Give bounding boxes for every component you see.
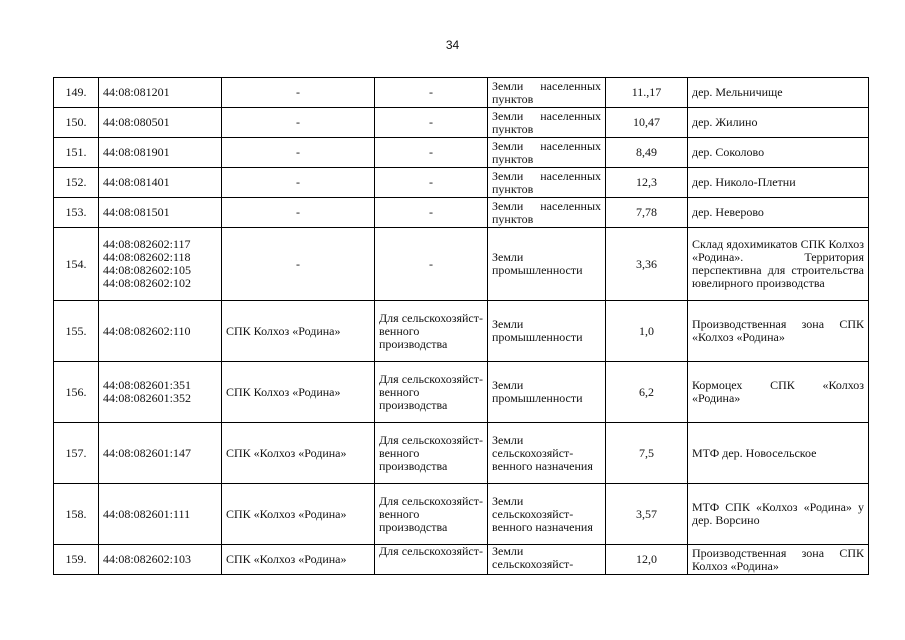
use-cell: - [375, 108, 488, 138]
cadastral-number: 44:08:082601:111 [103, 506, 191, 521]
owner-cell: - [222, 138, 375, 168]
use-cell: - [375, 228, 488, 301]
use-cell: Для сельскохозяйст-венного производства [375, 362, 488, 423]
use-cell: Для сельскохозяйст-венного производства [375, 301, 488, 362]
category-cell: Земли сельскохозяйст- [488, 545, 606, 575]
owner-cell: СПК «Колхоз «Родина» [222, 545, 375, 575]
area-cell: 11.,17 [606, 78, 688, 108]
use-cell: Для сельскохозяйст-венного производства [375, 423, 488, 484]
category-cell: Земли населенных пунктов [488, 138, 606, 168]
cadastral-cell [99, 301, 222, 362]
cadastral-cell [99, 484, 222, 545]
category-cell: Земли сельскохозяйст-венного назначения [488, 484, 606, 545]
note-cell: дер. Жилино [688, 108, 869, 138]
table-row [54, 198, 869, 228]
cadastral-number: 44:08:082601:351 [103, 378, 192, 392]
use-cell: Для сельскохозяйст-венного производства [375, 484, 488, 545]
cadastral-number: 44:08:081401 [103, 175, 170, 189]
cadastral-number: 44:08:081901 [103, 145, 170, 159]
note-cell: дер. Мельничище [688, 78, 869, 108]
page-number: 34 [445, 38, 460, 52]
table-row [54, 228, 869, 301]
owner-cell: СПК Колхоз «Родина» [222, 362, 375, 423]
row-number: 153. [54, 198, 99, 228]
area-cell: 7,78 [606, 198, 688, 228]
cadastral-number: 44:08:082601:147 [103, 445, 192, 460]
category-cell: Земли населенных пунктов [488, 198, 606, 228]
note-cell: Производственная зона СПК Колхоз «Родина» [688, 545, 869, 575]
area-cell: 6,2 [606, 362, 688, 423]
owner-cell: - [222, 108, 375, 138]
area-cell: 7,5 [606, 423, 688, 484]
use-cell: - [375, 168, 488, 198]
cadastral-number: 44:08:082602:118 [103, 250, 191, 264]
category-cell: Земли промышленности [488, 301, 606, 362]
row-number: 157. [54, 423, 99, 484]
category-cell: Земли промышленности [488, 228, 606, 301]
note-cell: Склад ядохимикатов СПК Колхоз «Родина». Территория перспективна для строительства ювелирного производства [688, 228, 869, 301]
cadastral-cell [99, 198, 222, 228]
cadastral-cell [99, 228, 222, 301]
table-row [54, 545, 869, 575]
note-cell: МТФ СПК «Колхоз «Родина» у дер. Ворсино [688, 484, 869, 545]
area-cell: 3,36 [606, 228, 688, 301]
table-row [54, 362, 869, 423]
category-cell: Земли населенных пунктов [488, 78, 606, 108]
owner-cell: СПК «Колхоз «Родина» [222, 484, 375, 545]
use-cell: - [375, 198, 488, 228]
area-cell: 1,0 [606, 301, 688, 362]
row-number: 150. [54, 108, 99, 138]
table-row [54, 138, 869, 168]
note-cell: Кормоцех СПК «Колхоз «Родина» [688, 362, 869, 423]
owner-cell: - [222, 78, 375, 108]
cadastral-cell [99, 78, 222, 108]
note-cell: дер. Николо-Плетни [688, 168, 869, 198]
cadastral-cell [99, 108, 222, 138]
cadastral-number: 44:08:082602:117 [103, 237, 191, 251]
table-row [54, 78, 869, 108]
category-cell: Земли населенных пунктов [488, 168, 606, 198]
table-row [54, 423, 869, 484]
area-cell: 10,47 [606, 108, 688, 138]
category-cell: Земли промышленности [488, 362, 606, 423]
cadastral-cell [99, 362, 222, 423]
table-row [54, 108, 869, 138]
cadastral-number: 44:08:082601:352 [103, 391, 192, 405]
use-cell: Для сельскохозяйст- [375, 545, 488, 575]
note-cell: дер. Соколово [688, 138, 869, 168]
row-number: 151. [54, 138, 99, 168]
table-row [54, 168, 869, 198]
row-number: 154. [54, 228, 99, 301]
owner-cell: СПК Колхоз «Родина» [222, 301, 375, 362]
cadastral-cell [99, 423, 222, 484]
note-cell: Производственная зона СПК «Колхоз «Родина» [688, 301, 869, 362]
cadastral-cell [99, 168, 222, 198]
use-cell: - [375, 138, 488, 168]
cadastral-number: 44:08:082602:105 [103, 263, 192, 277]
owner-cell: - [222, 168, 375, 198]
area-cell: 8,49 [606, 138, 688, 168]
note-cell: МТФ дер. Новосельское [688, 423, 869, 484]
category-cell: Земли сельскохозяйст-венного назначения [488, 423, 606, 484]
owner-cell: - [222, 228, 375, 301]
note-cell: дер. Неверово [688, 198, 869, 228]
row-number: 158. [54, 484, 99, 545]
cadastral-number: 44:08:081501 [103, 205, 170, 219]
cadastral-number: 44:08:082602:103 [103, 552, 192, 566]
cadastral-number: 44:08:081201 [103, 85, 170, 99]
cadastral-number: 44:08:082602:110 [103, 323, 191, 338]
owner-cell: - [222, 198, 375, 228]
owner-cell: СПК «Колхоз «Родина» [222, 423, 375, 484]
cadastral-cell [99, 138, 222, 168]
row-number: 149. [54, 78, 99, 108]
land-plots-table [53, 77, 869, 575]
cadastral-number: 44:08:080501 [103, 115, 170, 129]
table-row [54, 301, 869, 362]
row-number: 156. [54, 362, 99, 423]
cadastral-cell [99, 545, 222, 575]
row-number: 152. [54, 168, 99, 198]
row-number: 159. [54, 545, 99, 575]
area-cell: 12,0 [606, 545, 688, 575]
area-cell: 3,57 [606, 484, 688, 545]
table-row [54, 484, 869, 545]
area-cell: 12,3 [606, 168, 688, 198]
use-cell: - [375, 78, 488, 108]
row-number: 155. [54, 301, 99, 362]
category-cell: Земли населенных пунктов [488, 108, 606, 138]
cadastral-number: 44:08:082602:102 [103, 276, 192, 290]
